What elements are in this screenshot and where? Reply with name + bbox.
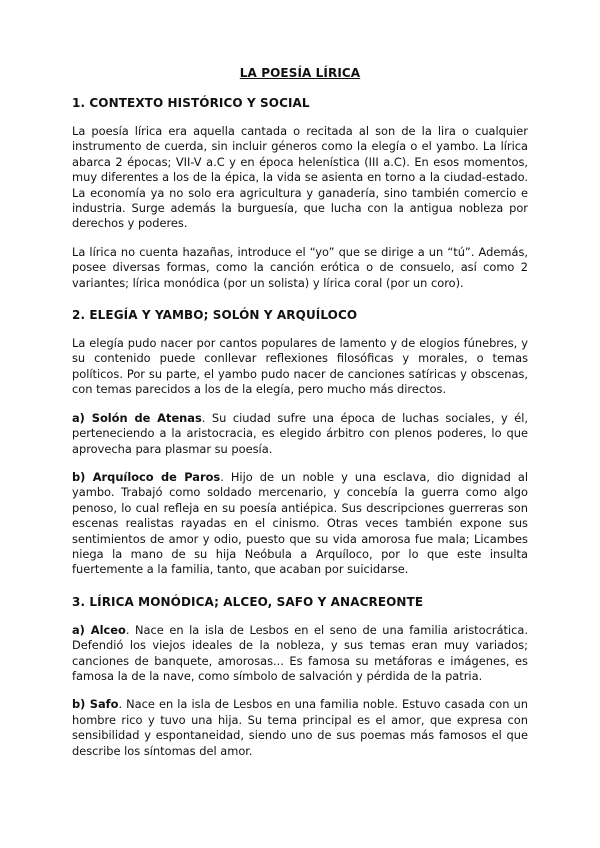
arquiloco-text: . Hijo de un noble y una esclava, dio dignidad al yambo. Trabajó como soldado mercenario, y concebía la guerra como algo penoso, lo cual refleja en su poesía antiépica. Sus descripciones guerreras son escenas realistas rayadas en el cinismo. Otras veces también expone sus sentimientos de amor y odio, puesto que su vida amorosa fue mala; Licambes niega la mano de su hija Neóbula a Arquíloco, por lo que este insulta fuertemente a la familia, tanto, que acaban por suicidarse.	[72, 469, 528, 577]
alceo-label: a) Alceo	[72, 622, 126, 637]
document-title: LA POESÍA LÍRICA	[239, 66, 361, 80]
section-3-item-safo	[72, 697, 528, 759]
alceo-text: . Nace en la isla de Lesbos en el seno de una familia aristocrática. Defendió los viejos ideales de la nobleza, y sus temas eran muy variados; canciones de banquete, amorosas... Es famosa su metáforas e imágenes, es famosa la de la nave, como símbolo de salvación y pérdida de la patria.	[72, 622, 528, 683]
section-1-heading: 1. CONTEXTO HISTÓRICO Y SOCIAL	[72, 96, 310, 110]
section-3-heading: 3. LÍRICA MONÓDICA; ALCEO, SAFO Y ANACREONTE	[72, 594, 424, 609]
safo-text: . Nace en la isla de Lesbos en una familia noble. Estuvo casada con un hombre rico y tuvo una hija. Su tema principal es el amor, que expresa con sensibilidad y espontaneidad, siendo uno de sus poemas más famosos el que describe los síntomas del amor.	[72, 697, 528, 758]
section-2-heading: 2. ELEGÍA Y YAMBO; SOLÓN Y ARQUÍLOCO	[72, 308, 358, 323]
arquiloco-label: b) Arquíloco de Paros	[72, 469, 221, 484]
solon-label: a) Solón de Atenas	[72, 410, 202, 425]
solon-text: . Su ciudad sufre una época de luchas sociales, y él, perteneciendo a la aristocracia, es elegido árbitro con plenos poderes, lo que aprovecha para plasmar su poesía.	[72, 410, 528, 456]
section-1-paragraph-2: La lírica no cuenta hazañas, introduce el “yo” que se dirige a un “tú”. Además, posee diversas formas, como la canción erótica o de consuelo, así como 2 variantes; lírica monódica (por un solista) y lírica coral (por un coro).	[72, 244, 528, 290]
section-2-item-solon	[72, 411, 528, 457]
section-3-item-alceo	[72, 623, 528, 685]
document-page	[72, 66, 528, 772]
section-2-item-arquiloco	[72, 470, 528, 578]
section-1-paragraph-1: La poesía lírica era aquella cantada o recitada al son de la lira o cualquier instrumento de cuerda, sin incluir géneros como la elegía o el yambo. La lírica abarca 2 épocas; VII-V a.C y en época helenística (III a.C). En esos momentos, muy diferentes a los de la épica, la vida se asienta en torno a la ciudad-estado. La economía ya no solo era agricultura y ganadería, sino también comercio e industria. Surge además la burguesía, que lucha con la antigua nobleza por derechos y poderes.	[72, 124, 528, 231]
safo-label: b) Safo	[72, 697, 119, 712]
section-2-paragraph-1: La elegía pudo nacer por cantos populares de lamento y de elogios fúnebres, y su contenido puede conllevar reflexiones filosóficas y morales, o temas políticos. Por su parte, el yambo pudo nacer de canciones satíricas y obscenas, con temas parecidos a los de la elegía, pero mucho más directos.	[72, 336, 528, 397]
